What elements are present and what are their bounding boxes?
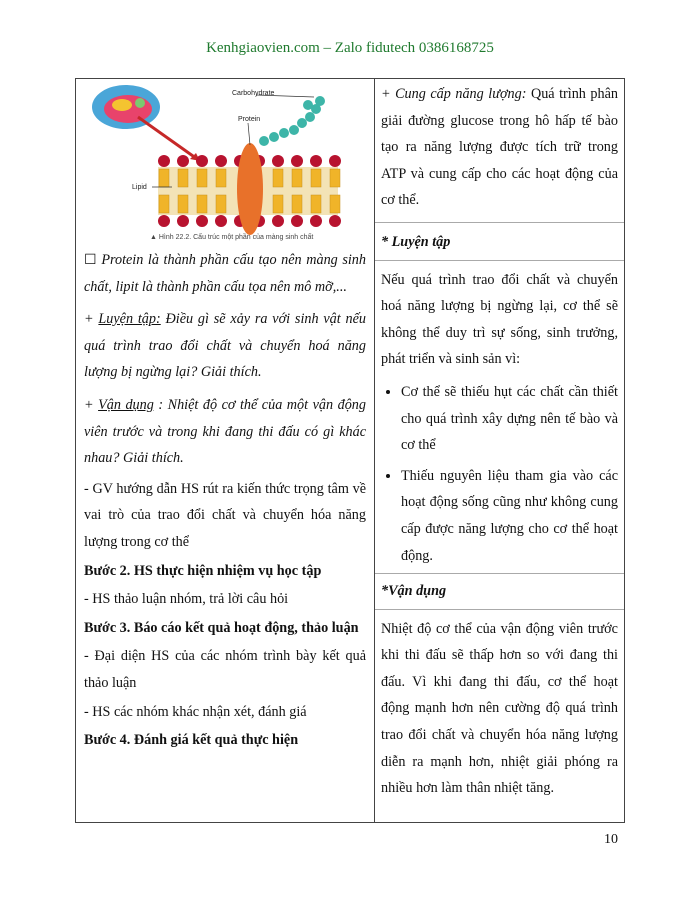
protein-shape	[237, 143, 263, 235]
divider	[375, 260, 624, 261]
step-4-heading: Bước 4. Đánh giá kết quả thực hiện	[84, 732, 299, 749]
right-text-practice: Nếu quá trình trao đổi chất và chuyển hoá năng lượng bị ngừng lại, cơ thể sẽ không thể duy trì sự sống, sinh trưởng, phát triển và sinh sản vì:	[381, 271, 618, 368]
zoom-arrow	[138, 117, 200, 161]
carbohydrate-label: Carbohydrate	[232, 90, 275, 97]
right-text-energy: + Cung cấp năng lượng: Quá trình phân giải đường glucose trong hô hấp tế bào tạo ra năng lượng được tích trữ trong ATP và cung cấp cho các hoạt động của cơ thể.	[381, 86, 618, 209]
left-text-report: - Đại diện HS của các nhóm trình bày kết quả thảo luận	[84, 648, 366, 691]
list-item: • Thiếu nguyên liệu tham gia vào các hoạt động sống cũng như không cung cấp được năng lượng cho cơ thể hoạt động.	[401, 463, 618, 569]
left-text-apply: + Vận dụng : Nhiệt độ cơ thể của một vận động viên trước và trong khi đang thi đấu có gì khác nhau? Giải thích.	[84, 396, 366, 467]
practice-heading: * Luyện tập	[381, 233, 451, 250]
apply-heading: *Vận dụng	[381, 583, 447, 600]
divider	[375, 222, 624, 223]
right-column	[375, 79, 625, 823]
left-column	[76, 79, 375, 823]
step-3-heading: Bước 3. Báo cáo kết quả hoạt động, thảo luận	[84, 619, 359, 636]
lipid-label: Lipid	[132, 184, 147, 191]
left-text-protein: ☐ Protein là thành phần cấu tạo nên màng sinh chất, lipit là thành phần cấu tọa nên mô mỡ,...	[84, 252, 366, 295]
figure-caption: ▲ Hình 22.2. Cấu trúc một phần của màng sinh chất	[150, 234, 314, 241]
left-text-practice: + Luyện tập: Điều gì sẽ xảy ra với sinh vật nếu quá trình trao đổi chất và chuyển hoá năng lượng bị ngừng lại? Giải thích.	[84, 311, 367, 381]
membrane-figure	[76, 83, 374, 247]
divider	[375, 573, 624, 574]
membrane-diagram	[88, 83, 348, 243]
page-number: 10	[604, 832, 618, 847]
list-item: • Cơ thể sẽ thiếu hụt các chất cần thiết cho quá trình xây dựng nên tế bào và cơ thể	[401, 379, 618, 459]
cell-illustration	[92, 85, 160, 129]
right-text-apply: Nhiệt độ cơ thể của vận động viên trước khi thi đấu sẽ thấp hơn so với đang thi đấu. Vì khi đang thi đấu, cơ thể hoạt động mạnh hơn nên cường độ quá trình trao đổi chất và chuyển hóa năng lượng diễn ra mạnh hơn, nhiệt giải phóng ra nhiều hơn làm thân nhiệt tăng.	[381, 620, 618, 797]
content-table	[75, 78, 625, 823]
left-text-discuss: - HS thảo luận nhóm, trả lời câu hỏi	[84, 591, 289, 608]
step-2-heading: Bước 2. HS thực hiện nhiệm vụ học tập	[84, 562, 322, 579]
left-text-review: - HS các nhóm khác nhận xét, đánh giá	[84, 703, 307, 720]
left-text-guidance: - GV hướng dẫn HS rút ra kiến thức trọng tâm về vai trò của trao đổi chất và chuyển hóa năng lượng trong cơ thể	[84, 480, 366, 550]
page-header: Kenhgiaovien.com – Zalo fidutech 0386168725	[206, 40, 494, 56]
divider	[375, 609, 624, 610]
carbohydrate-chain	[259, 96, 325, 146]
protein-label: Protein	[238, 116, 261, 123]
checkbox-icon: ☐	[84, 252, 97, 268]
bullet-list	[381, 379, 618, 569]
